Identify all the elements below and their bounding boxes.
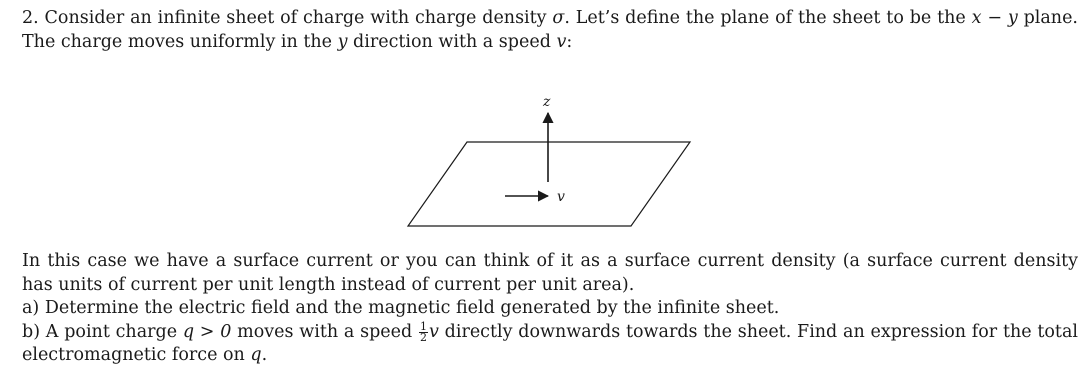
- z-axis-label: z: [543, 94, 551, 110]
- charge-symbol: q: [250, 345, 262, 365]
- charge-sheet-plane: [408, 142, 690, 226]
- problem-statement: [22, 7, 1078, 54]
- intro-end: :: [566, 31, 573, 52]
- intro-mid2: plane. The charge moves uniformly in the: [22, 8, 1078, 52]
- parts-block: [22, 297, 1078, 368]
- intro-mid3: direction with a speed: [347, 31, 557, 52]
- context-paragraph: In this case we have a surface current or you can think of it as a surface current density (a surface current density has units of current per unit length instead of current per unit area).: [22, 251, 1078, 295]
- part-b-mid1: moves with a speed: [231, 321, 418, 342]
- part-a: a) Determine the electric field and the magnetic field generated by the infinite sheet.: [22, 298, 780, 318]
- sigma-symbol: σ: [552, 8, 565, 28]
- part-b-lead: b) A point charge: [22, 321, 183, 342]
- part-b-mid2: directly downwards towards the sheet. Find an expression for the total electromagnetic force on: [22, 321, 1078, 365]
- fraction-numerator: 1: [420, 319, 427, 333]
- intro-lead: 2. Consider an infinite sheet of charge with charge density: [22, 8, 553, 28]
- speed-symbol: v: [556, 31, 567, 52]
- part-b-end: .: [261, 345, 268, 365]
- intro-mid1: . Let’s define the plane of the sheet to be the: [564, 8, 972, 28]
- half-fraction: [419, 319, 428, 344]
- y-direction-symbol: y: [337, 31, 348, 52]
- fraction-denominator: 2: [420, 330, 427, 344]
- part-b-speed-symbol: v: [429, 321, 439, 342]
- velocity-label: v: [557, 189, 565, 205]
- charge-condition: q > 0: [182, 321, 232, 342]
- xy-plane-symbol: x − y: [971, 8, 1018, 28]
